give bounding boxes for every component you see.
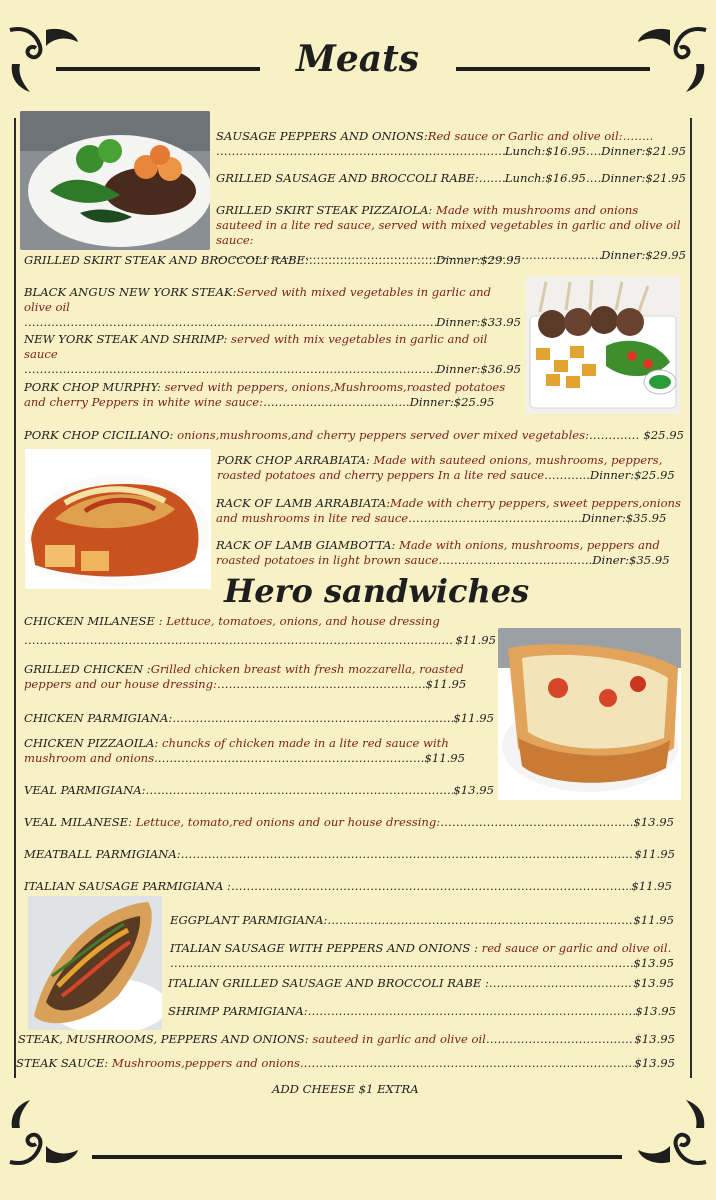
item-price: Dinner:$29.95 — [601, 248, 686, 262]
item-price: $13.95 — [453, 783, 494, 797]
item-description: Lettuce, tomato,red onions and our house dressing: — [135, 815, 441, 829]
menu-item-sausage-peppers-onions — [216, 129, 686, 159]
item-price: $25.95 — [643, 428, 684, 442]
corner-flourish-top-right — [634, 24, 710, 94]
menu-item-rack-of-lamb-giambotta: RACK OF LAMB GIAMBOTTA: Made with onions, mushrooms, peppers and roasted potatoes in light brown sauce……………………………..…..Diner:$35.95 — [216, 538, 670, 567]
menu-item-shrimp-parmigiana — [168, 1004, 676, 1019]
item-price: Dinner:$25.95 — [409, 395, 495, 409]
item-description: sauteed in garlic and olive oil — [312, 1032, 486, 1046]
menu-item-chicken-pizzaoila: CHICKEN PIZZAOILA: chuncks of chicken made in a lite red sauce with mushroom and onions.……………………………………………………………$11.95 — [24, 736, 466, 765]
menu-item-rack-of-lamb-arrabiata: RACK OF LAMB ARRABIATA:Made with cherry peppers, sweet peppers,onions and mushrooms in lite red sauce……………………………………...Dinner:$35.95 — [216, 496, 681, 525]
menu-item-skirt-steak-broccoli-rabe — [24, 253, 521, 268]
item-description: Served with mixed vegetables in garlic and olive oil — [24, 285, 492, 314]
item-name: ITALIAN GRILLED SAUSAGE AND BROCCOLI RABE : — [168, 976, 489, 990]
corner-flourish-bottom-right — [634, 1098, 710, 1168]
item-price: $13.95 — [633, 956, 674, 970]
item-name: EGGPLANT PARMIGIANA: — [170, 913, 328, 927]
menu-item-italian-grilled-sausage-broccoli-rabe — [168, 976, 674, 991]
item-description: Made with onions, mushrooms, peppers and roasted potatoes in light brown sauce — [216, 538, 660, 567]
menu-item-pork-chop-arrabiata: PORK CHOP ARRABIATA: Made with sauteed onions, mushrooms, peppers, roasted potatoes and cherry peppers In a lite red sauce………...Dinner:$25.95 — [217, 453, 675, 482]
menu-item-italian-sausage-parmigiana — [24, 879, 672, 894]
item-name: ITALIAN SAUSAGE WITH PEPPERS AND ONIONS : — [170, 941, 478, 955]
menu-item-meatball-parmigiana — [24, 847, 675, 862]
menu-item-ny-steak-shrimp — [24, 332, 521, 377]
corner-flourish-bottom-left — [6, 1098, 82, 1168]
item-name: GRILLED CHICKEN : — [24, 662, 151, 676]
item-price: Dinner:$29.95 — [436, 253, 521, 267]
item-price: Lunch:$16.95….Dinner:$21.95 — [504, 171, 686, 185]
item-price: $11.95 — [425, 677, 467, 691]
item-name: SHRIMP PARMIGIANA: — [168, 1004, 308, 1018]
frame-left-line — [14, 118, 16, 1078]
add-cheese-note: ADD CHEESE $1 EXTRA — [272, 1082, 419, 1096]
item-price: $11.95 — [424, 751, 466, 765]
item-name: CHICKEN PIZZAOILA: — [24, 736, 159, 750]
item-price: Dinner:$36.95 — [436, 362, 521, 376]
item-name: ITALIAN SAUSAGE PARMIGIANA : — [24, 879, 231, 893]
item-name: VEAL MILANESE: — [24, 815, 133, 829]
item-description: onions,mushrooms,and cherry peppers served over mixed vegetables: — [177, 428, 590, 442]
item-name: VEAL PARMIGIANA: — [24, 783, 146, 797]
item-price: Dinner:$35.95 — [581, 511, 667, 525]
menu-item-black-angus-ny-steak — [24, 285, 521, 330]
chicken-parmigiana-hero-photo — [498, 628, 681, 800]
item-description: red sauce or garlic and olive oil. — [481, 941, 672, 955]
item-description: Lettuce, tomatoes, onions, and house dressing — [166, 614, 440, 628]
footer-rule — [92, 1155, 622, 1159]
pork-chop-photo — [25, 449, 211, 589]
menu-item-steak-mushrooms-peppers-onions — [18, 1032, 675, 1047]
item-name: GRILLED SKIRT STEAK PIZZAIOLA: — [216, 203, 433, 217]
item-description: Red sauce or Garlic and olive oil:…….. — [427, 129, 654, 143]
item-name: NEW YORK STEAK AND SHRIMP: — [24, 332, 228, 346]
menu-item-italian-sausage-peppers-onions — [170, 941, 674, 971]
sausage-peppers-hero-photo — [28, 896, 162, 1030]
hero-sandwiches-title: Hero sandwiches — [224, 572, 530, 610]
item-name: STEAK SAUCE: — [16, 1056, 109, 1070]
corner-flourish-top-left — [6, 24, 82, 94]
rack-of-lamb-photo — [526, 276, 680, 414]
menu-item-grilled-sausage-broccoli-rabe — [216, 171, 686, 186]
item-description: served with peppers, onions,Mushrooms,roasted potatoes and cherry Peppers in white wine sauce: — [24, 380, 506, 409]
item-price: $13.95 — [634, 1056, 675, 1070]
item-price: Lunch:$16.95….Dinner:$21.95 — [504, 144, 686, 158]
item-name: SAUSAGE PEPPERS AND ONIONS: — [216, 129, 428, 143]
item-name: BLACK ANGUS NEW YORK STEAK: — [24, 285, 237, 299]
item-price: $13.95 — [635, 1004, 676, 1018]
item-name: PORK CHOP ARRABIATA: — [217, 453, 370, 467]
item-price: $11.95 — [455, 633, 496, 647]
menu-item-veal-parmigiana — [24, 783, 494, 798]
menu-item-pork-chop-murphy: PORK CHOP MURPHY: served with peppers, onions,Mushrooms,roasted potatoes and cherry Peppers in white wine sauce:………………………………..Dinner:$25.95 — [24, 380, 506, 409]
menu-item-veal-milanese — [24, 815, 674, 830]
item-price: $11.95 — [634, 847, 675, 861]
item-description: Grilled chicken breast with fresh mozzarella, roasted peppers and our house dressing: — [24, 662, 464, 691]
item-name: PORK CHOP CICILIANO: — [24, 428, 174, 442]
item-price: $13.95 — [633, 976, 674, 990]
item-name: MEATBALL PARMIGIANA: — [24, 847, 181, 861]
item-name: GRILLED SKIRT STEAK AND BROCCOLI RABE: — [24, 253, 309, 267]
menu-item-chicken-milanese — [24, 614, 496, 648]
item-price: Diner:$35.95 — [592, 553, 670, 567]
item-description: Made with sauteed onions, mushrooms, peppers, roasted potatoes and cherry peppers In a lite red sauce — [217, 453, 663, 482]
heading-rule-right — [456, 67, 650, 71]
item-description: Made with cherry peppers, sweet peppers,onions and mushrooms in lite red sauce — [216, 496, 681, 525]
item-name: PORK CHOP MURPHY: — [24, 380, 161, 394]
item-price: Dinner:$25.95 — [589, 468, 675, 482]
item-price: $11.95 — [631, 879, 672, 893]
item-name: RACK OF LAMB ARRABIATA: — [216, 496, 391, 510]
menu-item-steak-sauce — [16, 1056, 675, 1071]
item-name: RACK OF LAMB GIAMBOTTA: — [216, 538, 396, 552]
menu-item-pork-chop-ciciliano — [24, 428, 684, 443]
item-price: $13.95 — [633, 815, 674, 829]
item-price: $11.95 — [633, 913, 674, 927]
heading-rule-left — [56, 67, 260, 71]
item-description: served with mix vegetables in garlic and oil sauce — [24, 332, 488, 361]
item-price: Dinner:$33.95 — [436, 315, 521, 329]
item-name: CHICKEN MILANESE : — [24, 614, 163, 628]
steak-shrimp-photo — [20, 111, 210, 250]
menu-item-grilled-chicken: GRILLED CHICKEN :Grilled chicken breast with fresh mozzarella, roasted peppers and our house dressing:………………………………………………$11.95 — [24, 662, 467, 691]
item-description: chuncks of chicken made in a lite red sauce with mushroom and onions. — [24, 736, 449, 765]
item-description: Made with mushrooms and onions sauteed in a lite red sauce, served with mixed vegetables in garlic and olive oil sauce: — [216, 203, 681, 247]
item-price: $13.95 — [634, 1032, 675, 1046]
frame-right-line — [690, 118, 692, 1078]
menu-item-eggplant-parmigiana — [170, 913, 674, 928]
item-name: STEAK, MUSHROOMS, PEPPERS AND ONIONS: — [18, 1032, 309, 1046]
meats-title: Meats — [296, 38, 419, 80]
item-description: Mushrooms,peppers and onions. — [111, 1056, 304, 1070]
menu-item-chicken-parmigiana — [24, 711, 494, 726]
item-name: GRILLED SAUSAGE AND BROCCOLI RABE: — [216, 171, 479, 185]
item-name: CHICKEN PARMIGIANA: — [24, 711, 173, 725]
item-price: $11.95 — [453, 711, 494, 725]
